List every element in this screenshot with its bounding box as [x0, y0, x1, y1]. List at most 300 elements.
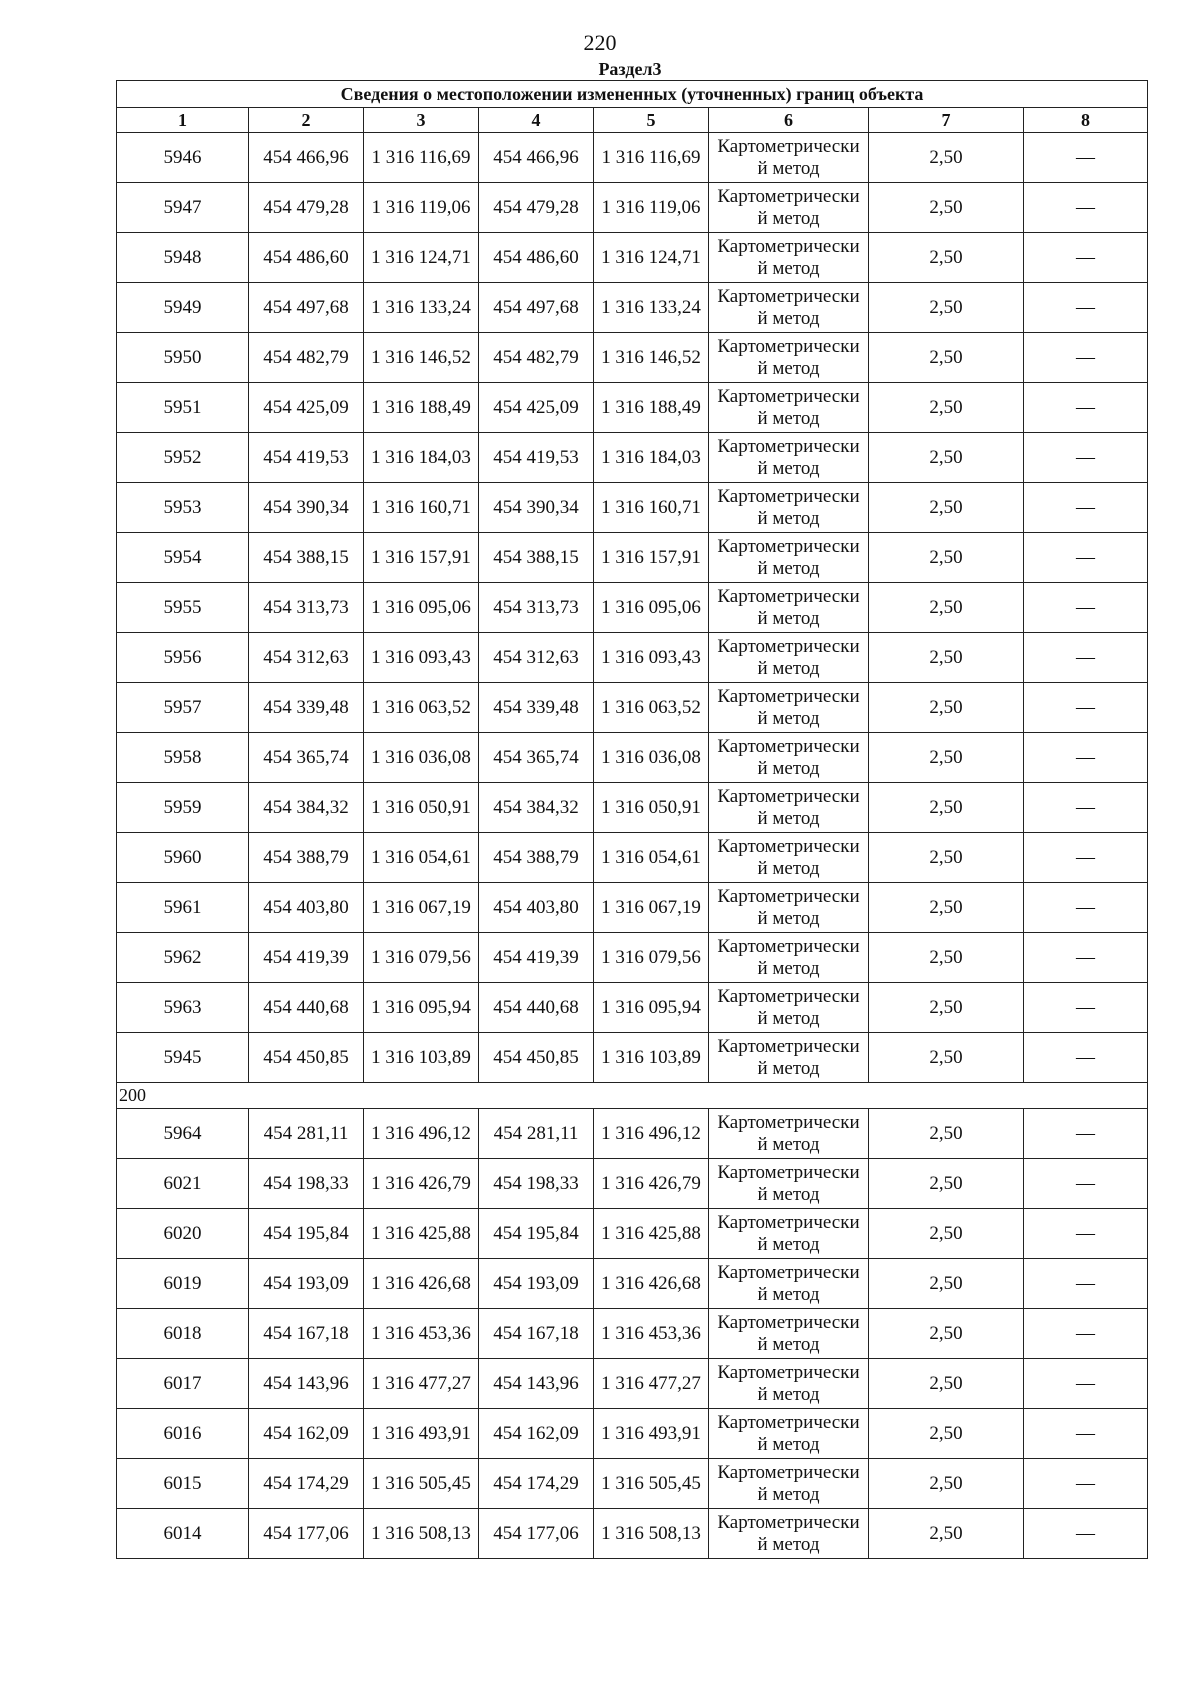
dash-cell: —: [1024, 1359, 1148, 1409]
table-cell: 1 316 184,03: [364, 433, 479, 483]
method-text-line1: Картометрически: [717, 785, 860, 807]
table-cell: 5953: [117, 483, 249, 533]
table-cell: 1 316 119,06: [594, 183, 709, 233]
method-text-line2: й метод: [757, 1133, 820, 1155]
table-cell: 6015: [117, 1459, 249, 1509]
table-cell: 1 316 119,06: [364, 183, 479, 233]
method-cell: [709, 533, 869, 583]
method-cell: [709, 483, 869, 533]
table-cell: 1 316 063,52: [594, 683, 709, 733]
method-cell: [709, 1359, 869, 1409]
method-text-line2: й метод: [757, 507, 820, 529]
table-cell: 1 316 426,79: [364, 1159, 479, 1209]
dash-cell: —: [1024, 733, 1148, 783]
table-row: [117, 683, 1148, 733]
table-cell: 454 312,63: [479, 633, 594, 683]
method-cell: [709, 1409, 869, 1459]
method-cell: [709, 883, 869, 933]
method-text-line1: Картометрически: [717, 885, 860, 907]
table-cell: 454 167,18: [479, 1309, 594, 1359]
table-cell: 1 316 493,91: [364, 1409, 479, 1459]
dash-cell: —: [1024, 483, 1148, 533]
method-cell: [709, 1109, 869, 1159]
table-cell: 6019: [117, 1259, 249, 1309]
table-cell: 454 162,09: [249, 1409, 364, 1459]
table-row: [117, 1309, 1148, 1359]
dash-cell: —: [1024, 1459, 1148, 1509]
dash-cell: —: [1024, 1109, 1148, 1159]
dash-cell: —: [1024, 1033, 1148, 1083]
table-cell: 454 482,79: [249, 333, 364, 383]
method-text-line2: й метод: [757, 307, 820, 329]
table-cell: 454 425,09: [249, 383, 364, 433]
table-cell: 1 316 067,19: [364, 883, 479, 933]
method-text-line1: Картометрически: [717, 1311, 860, 1333]
method-text-line2: й метод: [757, 1383, 820, 1405]
method-text-line2: й метод: [757, 707, 820, 729]
table-cell: 1 316 496,12: [594, 1109, 709, 1159]
column-number: 6: [709, 108, 869, 133]
table-cell: 1 316 063,52: [364, 683, 479, 733]
table-cell: 5949: [117, 283, 249, 333]
dash-cell: —: [1024, 1159, 1148, 1209]
table-cell: 454 466,96: [479, 133, 594, 183]
dash-cell: —: [1024, 383, 1148, 433]
table-cell: 6014: [117, 1509, 249, 1559]
table-cell: 6017: [117, 1359, 249, 1409]
method-text-line1: Картометрически: [717, 985, 860, 1007]
accuracy-cell: 2,50: [869, 683, 1024, 733]
table-cell: 454 388,15: [479, 533, 594, 583]
table-cell: 454 390,34: [249, 483, 364, 533]
table-row: [117, 733, 1148, 783]
table-cell: 1 316 160,71: [364, 483, 479, 533]
dash-cell: —: [1024, 1409, 1148, 1459]
accuracy-cell: 2,50: [869, 733, 1024, 783]
table-cell: 454 198,33: [249, 1159, 364, 1209]
table-cell: 5948: [117, 233, 249, 283]
accuracy-cell: 2,50: [869, 583, 1024, 633]
method-text-line2: й метод: [757, 607, 820, 629]
table-cell: 454 193,09: [479, 1259, 594, 1309]
table-row: [117, 1359, 1148, 1409]
table-cell: 1 316 095,94: [594, 983, 709, 1033]
method-text-line2: й метод: [757, 657, 820, 679]
table-cell: 5950: [117, 333, 249, 383]
table-row: [117, 183, 1148, 233]
accuracy-cell: 2,50: [869, 533, 1024, 583]
table-row: [117, 1409, 1148, 1459]
accuracy-cell: 2,50: [869, 633, 1024, 683]
method-text-line2: й метод: [757, 1483, 820, 1505]
accuracy-cell: 2,50: [869, 1309, 1024, 1359]
table-cell: 454 388,79: [249, 833, 364, 883]
table-cell: 1 316 124,71: [364, 233, 479, 283]
boundary-coordinates-table: [116, 80, 1148, 1559]
method-text-line1: Картометрически: [717, 1211, 860, 1233]
method-cell: [709, 133, 869, 183]
table-cell: 1 316 054,61: [594, 833, 709, 883]
table-cell: 1 316 426,79: [594, 1159, 709, 1209]
table-cell: 1 316 157,91: [364, 533, 479, 583]
method-text-line1: Картометрически: [717, 1461, 860, 1483]
table-cell: 1 316 493,91: [594, 1409, 709, 1459]
method-text-line1: Картометрически: [717, 635, 860, 657]
table-cell: 5951: [117, 383, 249, 433]
table-cell: 1 316 477,27: [364, 1359, 479, 1409]
method-cell: [709, 1209, 869, 1259]
method-cell: [709, 283, 869, 333]
method-text-line1: Картометрически: [717, 385, 860, 407]
table-cell: 454 450,85: [249, 1033, 364, 1083]
accuracy-cell: 2,50: [869, 833, 1024, 883]
dash-cell: —: [1024, 1259, 1148, 1309]
dash-cell: —: [1024, 533, 1148, 583]
table-row: [117, 883, 1148, 933]
table-cell: 454 466,96: [249, 133, 364, 183]
table-cell: 1 316 146,52: [594, 333, 709, 383]
method-text-line2: й метод: [757, 357, 820, 379]
table-cell: 1 316 095,06: [594, 583, 709, 633]
column-number: 5: [594, 108, 709, 133]
table-cell: 454 198,33: [479, 1159, 594, 1209]
method-cell: [709, 933, 869, 983]
table-cell: 454 313,73: [479, 583, 594, 633]
dash-cell: —: [1024, 333, 1148, 383]
table-row: [117, 1259, 1148, 1309]
accuracy-cell: 2,50: [869, 933, 1024, 983]
method-cell: [709, 1033, 869, 1083]
accuracy-cell: 2,50: [869, 1359, 1024, 1409]
table-cell: 5961: [117, 883, 249, 933]
method-cell: [709, 333, 869, 383]
table-cell: 1 316 079,56: [364, 933, 479, 983]
table-row: [117, 933, 1148, 983]
method-text-line1: Картометрически: [717, 1261, 860, 1283]
table-cell: 5960: [117, 833, 249, 883]
table-cell: 454 419,39: [479, 933, 594, 983]
table-cell: 1 316 095,06: [364, 583, 479, 633]
method-text-line2: й метод: [757, 757, 820, 779]
dash-cell: —: [1024, 983, 1148, 1033]
table-cell: 454 174,29: [249, 1459, 364, 1509]
dash-cell: —: [1024, 133, 1148, 183]
accuracy-cell: 2,50: [869, 1509, 1024, 1559]
table-cell: 5958: [117, 733, 249, 783]
table-body: [117, 133, 1148, 1559]
method-text-line1: Картометрически: [717, 435, 860, 457]
table-cell: 1 316 146,52: [364, 333, 479, 383]
table-cell: 1 316 036,08: [364, 733, 479, 783]
table-row: [117, 583, 1148, 633]
page-number: 220: [583, 30, 617, 55]
table-cell: 6021: [117, 1159, 249, 1209]
dash-cell: —: [1024, 683, 1148, 733]
method-text-line2: й метод: [757, 857, 820, 879]
table-cell: 454 497,68: [479, 283, 594, 333]
table-cell: 454 403,80: [479, 883, 594, 933]
dash-cell: —: [1024, 233, 1148, 283]
table-cell: 1 316 067,19: [594, 883, 709, 933]
table-cell: 1 316 095,94: [364, 983, 479, 1033]
accuracy-cell: 2,50: [869, 333, 1024, 383]
dash-cell: —: [1024, 183, 1148, 233]
table-cell: 454 390,34: [479, 483, 594, 533]
table-row: [117, 483, 1148, 533]
method-cell: [709, 1259, 869, 1309]
method-cell: [709, 383, 869, 433]
table-cell: 454 162,09: [479, 1409, 594, 1459]
table-cell: 454 313,73: [249, 583, 364, 633]
table-cell: 1 316 453,36: [364, 1309, 479, 1359]
method-text-line2: й метод: [757, 907, 820, 929]
table-cell: 454 479,28: [249, 183, 364, 233]
accuracy-cell: 2,50: [869, 1033, 1024, 1083]
dash-cell: —: [1024, 433, 1148, 483]
table-row: [117, 283, 1148, 333]
method-cell: [709, 1509, 869, 1559]
table-cell: 454 497,68: [249, 283, 364, 333]
table-row: [117, 1459, 1148, 1509]
accuracy-cell: 2,50: [869, 983, 1024, 1033]
column-number: 1: [117, 108, 249, 133]
table-cell: 454 281,11: [479, 1109, 594, 1159]
table-cell: 454 143,96: [249, 1359, 364, 1409]
table-cell: 1 316 116,69: [594, 133, 709, 183]
table-cell: 1 316 505,45: [364, 1459, 479, 1509]
table-cell: 5947: [117, 183, 249, 233]
table-cell: 1 316 508,13: [594, 1509, 709, 1559]
table-cell: 5962: [117, 933, 249, 983]
table-cell: 454 365,74: [479, 733, 594, 783]
method-cell: [709, 783, 869, 833]
table-cell: 1 316 477,27: [594, 1359, 709, 1409]
dash-cell: —: [1024, 833, 1148, 883]
table-row: [117, 783, 1148, 833]
table-cell: 1 316 050,91: [594, 783, 709, 833]
table-row: [117, 633, 1148, 683]
method-cell: [709, 1309, 869, 1359]
table-cell: 6018: [117, 1309, 249, 1359]
table-caption: Сведения о местоположении измененных (уточненных) границ объекта: [117, 81, 1148, 108]
method-cell: [709, 433, 869, 483]
table-cell: 454 167,18: [249, 1309, 364, 1359]
table-cell: 1 316 093,43: [594, 633, 709, 683]
table-cell: 1 316 133,24: [594, 283, 709, 333]
method-text-line1: Картометрически: [717, 685, 860, 707]
dash-cell: —: [1024, 783, 1148, 833]
accuracy-cell: 2,50: [869, 483, 1024, 533]
table-row: [117, 333, 1148, 383]
group-label: 200: [117, 1083, 1148, 1109]
table-row: [117, 833, 1148, 883]
column-number: 4: [479, 108, 594, 133]
method-cell: [709, 833, 869, 883]
method-text-line2: й метод: [757, 557, 820, 579]
method-text-line2: й метод: [757, 1057, 820, 1079]
table-cell: 1 316 050,91: [364, 783, 479, 833]
table-cell: 1 316 425,88: [594, 1209, 709, 1259]
table-cell: 454 143,96: [479, 1359, 594, 1409]
table-cell: 454 419,53: [479, 433, 594, 483]
table-cell: 1 316 188,49: [364, 383, 479, 433]
table-cell: 454 174,29: [479, 1459, 594, 1509]
table-cell: 1 316 054,61: [364, 833, 479, 883]
method-text-line2: й метод: [757, 1183, 820, 1205]
method-text-line1: Картометрически: [717, 585, 860, 607]
table-cell: 1 316 160,71: [594, 483, 709, 533]
method-text-line2: й метод: [757, 957, 820, 979]
table-cell: 5946: [117, 133, 249, 183]
dash-cell: —: [1024, 1309, 1148, 1359]
method-text-line1: Картометрически: [717, 1161, 860, 1183]
method-text-line1: Картометрически: [717, 735, 860, 757]
method-cell: [709, 583, 869, 633]
column-number-row: [117, 108, 1148, 133]
method-cell: [709, 1459, 869, 1509]
table-row: [117, 1209, 1148, 1259]
method-text-line1: Картометрически: [717, 1035, 860, 1057]
method-text-line1: Картометрически: [717, 935, 860, 957]
table-row: [117, 1033, 1148, 1083]
table-cell: 5964: [117, 1109, 249, 1159]
accuracy-cell: 2,50: [869, 1259, 1024, 1309]
table-row: [117, 1109, 1148, 1159]
method-text-line1: Картометрически: [717, 1511, 860, 1533]
table-cell: 454 388,15: [249, 533, 364, 583]
method-text-line1: Картометрически: [717, 235, 860, 257]
table-cell: 5957: [117, 683, 249, 733]
method-cell: [709, 633, 869, 683]
method-text-line1: Картометрически: [717, 135, 860, 157]
table-cell: 1 316 036,08: [594, 733, 709, 783]
method-text-line2: й метод: [757, 807, 820, 829]
table-cell: 1 316 426,68: [364, 1259, 479, 1309]
table-cell: 454 312,63: [249, 633, 364, 683]
table-row: [117, 383, 1148, 433]
table-cell: 1 316 188,49: [594, 383, 709, 433]
table-cell: 5945: [117, 1033, 249, 1083]
table-cell: 454 193,09: [249, 1259, 364, 1309]
table-cell: 454 450,85: [479, 1033, 594, 1083]
table-row: [117, 983, 1148, 1033]
table-row: [117, 433, 1148, 483]
method-cell: [709, 983, 869, 1033]
table-cell: 454 486,60: [249, 233, 364, 283]
table-cell: 454 339,48: [479, 683, 594, 733]
method-text-line2: й метод: [757, 407, 820, 429]
table-cell: 5956: [117, 633, 249, 683]
method-text-line1: Картометрически: [717, 835, 860, 857]
column-number: 2: [249, 108, 364, 133]
table-cell: 1 316 496,12: [364, 1109, 479, 1159]
dash-cell: —: [1024, 883, 1148, 933]
table-cell: 454 482,79: [479, 333, 594, 383]
table-cell: 454 425,09: [479, 383, 594, 433]
dash-cell: —: [1024, 633, 1148, 683]
table-cell: 454 403,80: [249, 883, 364, 933]
table-cell: 454 440,68: [479, 983, 594, 1033]
method-text-line1: Картометрически: [717, 1411, 860, 1433]
table-cell: 1 316 425,88: [364, 1209, 479, 1259]
method-text-line2: й метод: [757, 1433, 820, 1455]
table-cell: 1 316 103,89: [364, 1033, 479, 1083]
table-cell: 454 281,11: [249, 1109, 364, 1159]
accuracy-cell: 2,50: [869, 883, 1024, 933]
dash-cell: —: [1024, 1209, 1148, 1259]
table-cell: 454 384,32: [249, 783, 364, 833]
table-cell: 5955: [117, 583, 249, 633]
accuracy-cell: 2,50: [869, 1109, 1024, 1159]
accuracy-cell: 2,50: [869, 133, 1024, 183]
table-row: [117, 233, 1148, 283]
method-text-line2: й метод: [757, 1333, 820, 1355]
method-text-line1: Картометрически: [717, 535, 860, 557]
group-row: [117, 1083, 1148, 1109]
dash-cell: —: [1024, 583, 1148, 633]
table-cell: 1 316 079,56: [594, 933, 709, 983]
table-cell: 5963: [117, 983, 249, 1033]
method-cell: [709, 733, 869, 783]
accuracy-cell: 2,50: [869, 783, 1024, 833]
table-row: [117, 1509, 1148, 1559]
table-cell: 1 316 505,45: [594, 1459, 709, 1509]
table-cell: 6020: [117, 1209, 249, 1259]
column-number: 8: [1024, 108, 1148, 133]
column-number: 7: [869, 108, 1024, 133]
method-text-line1: Картометрически: [717, 1111, 860, 1133]
table-cell: 454 388,79: [479, 833, 594, 883]
table-caption-row: [117, 81, 1148, 108]
table-cell: 454 177,06: [479, 1509, 594, 1559]
table-cell: 6016: [117, 1409, 249, 1459]
method-text-line2: й метод: [757, 207, 820, 229]
accuracy-cell: 2,50: [869, 383, 1024, 433]
method-text-line2: й метод: [757, 257, 820, 279]
accuracy-cell: 2,50: [869, 183, 1024, 233]
method-text-line2: й метод: [757, 1233, 820, 1255]
table-cell: 454 195,84: [479, 1209, 594, 1259]
table-cell: 454 365,74: [249, 733, 364, 783]
method-cell: [709, 233, 869, 283]
method-text-line1: Картометрически: [717, 1361, 860, 1383]
table-cell: 1 316 103,89: [594, 1033, 709, 1083]
method-cell: [709, 1159, 869, 1209]
accuracy-cell: 2,50: [869, 1459, 1024, 1509]
table-row: [117, 533, 1148, 583]
table-cell: 1 316 124,71: [594, 233, 709, 283]
dash-cell: —: [1024, 1509, 1148, 1559]
accuracy-cell: 2,50: [869, 1209, 1024, 1259]
method-text-line1: Картометрически: [717, 485, 860, 507]
table-cell: 454 177,06: [249, 1509, 364, 1559]
table-cell: 454 486,60: [479, 233, 594, 283]
table-cell: 1 316 184,03: [594, 433, 709, 483]
table-cell: 1 316 116,69: [364, 133, 479, 183]
table-cell: 454 419,53: [249, 433, 364, 483]
accuracy-cell: 2,50: [869, 433, 1024, 483]
accuracy-cell: 2,50: [869, 283, 1024, 333]
method-cell: [709, 183, 869, 233]
section-title: Раздел3: [598, 59, 662, 79]
method-cell: [709, 683, 869, 733]
method-text-line2: й метод: [757, 1533, 820, 1555]
table-cell: 454 384,32: [479, 783, 594, 833]
method-text-line1: Картометрически: [717, 285, 860, 307]
table-row: [117, 1159, 1148, 1209]
accuracy-cell: 2,50: [869, 1409, 1024, 1459]
table-cell: 5959: [117, 783, 249, 833]
